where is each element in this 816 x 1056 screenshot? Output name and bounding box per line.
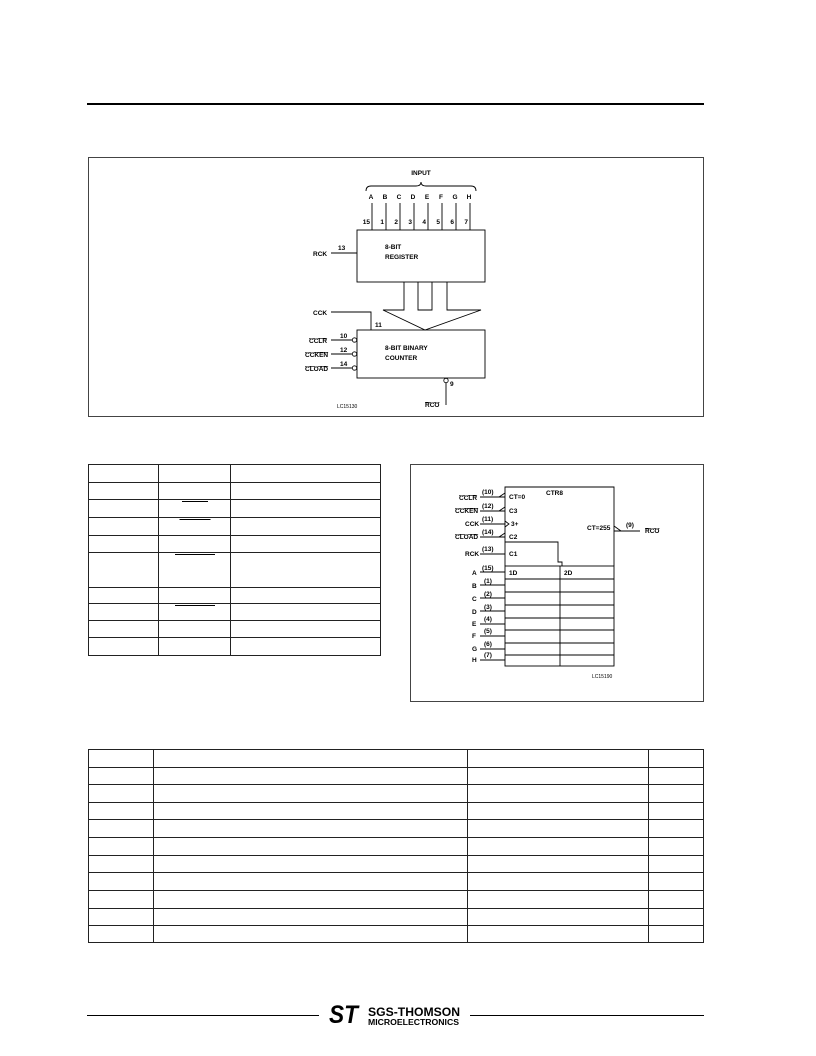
- table-cell: [468, 891, 649, 909]
- pin-letter-f: F: [439, 194, 443, 201]
- table-cell: [468, 926, 649, 943]
- table-cell: [159, 588, 231, 604]
- table-cell: [89, 588, 159, 604]
- table-row: [89, 873, 704, 891]
- table-row: [89, 856, 704, 873]
- table-cell: [468, 820, 649, 838]
- data-pin-g: (6): [484, 641, 492, 648]
- table-cell: [649, 838, 704, 856]
- table-cell: [154, 768, 468, 785]
- pin-number-f: 5: [436, 219, 440, 226]
- control-label-cload: CLOAD: [455, 534, 479, 541]
- rco-label: RCO: [425, 402, 440, 409]
- table-cell: [231, 518, 381, 536]
- table-cell: [231, 500, 381, 518]
- table-cell: [89, 909, 154, 926]
- cclr-pin-number: 10: [340, 333, 348, 340]
- table-row: [89, 536, 381, 553]
- table-cell: [89, 926, 154, 943]
- figure-code: LC15190: [592, 674, 613, 680]
- data-label-b: B: [472, 583, 477, 590]
- pin-letter-c: C: [396, 194, 402, 201]
- table-cell: [231, 588, 381, 604]
- table-cell: [649, 926, 704, 943]
- data-pin-a: (15): [482, 565, 494, 572]
- table-cell: [468, 873, 649, 891]
- table-cell: [649, 750, 704, 768]
- output-pin: (9): [626, 522, 634, 529]
- table-cell: [154, 750, 468, 768]
- overline-mark: [175, 554, 215, 555]
- rco-pin-number: 9: [450, 381, 454, 388]
- table-cell: [154, 785, 468, 803]
- table-cell: [231, 621, 381, 638]
- control-pin-ccken: (12): [482, 503, 494, 510]
- symbol-title: CTR8: [546, 490, 563, 497]
- table-cell: [89, 891, 154, 909]
- footer-rule-right: [470, 1015, 704, 1016]
- table-cell: [89, 873, 154, 891]
- footer-brand: [329, 1001, 460, 1029]
- data-pin-b: (1): [484, 578, 492, 585]
- table-cell: [89, 638, 159, 656]
- table-cell: [649, 785, 704, 803]
- cload-pin-number: 14: [340, 361, 348, 368]
- specs-table: [88, 749, 704, 943]
- table-cell: [89, 803, 154, 820]
- table-row: [89, 926, 704, 943]
- cck-label: CCK: [313, 310, 328, 317]
- control-pin-cclr: (10): [482, 489, 494, 496]
- pin-number-c: 2: [394, 219, 398, 226]
- table-row: [89, 483, 381, 500]
- table-cell: [649, 891, 704, 909]
- register-label-line1: 8-BIT: [385, 244, 402, 251]
- table-row: [89, 785, 704, 803]
- output-label: RCO: [645, 528, 660, 535]
- table-cell: [159, 638, 231, 656]
- input-label: INPUT: [411, 170, 431, 177]
- table-header-row: [89, 750, 704, 768]
- table-cell: [89, 785, 154, 803]
- control-function-cclr: CT=0: [509, 494, 526, 501]
- table-cell: [468, 750, 649, 768]
- pin-letter-d: D: [410, 194, 416, 201]
- rck-pin-number: 13: [338, 245, 346, 252]
- ccken-label: CCKEN: [305, 352, 329, 359]
- table-cell: [649, 803, 704, 820]
- counter-label-line1: 8-BIT BINARY: [385, 345, 428, 352]
- data-pin-f: (5): [484, 628, 492, 635]
- table-cell: [154, 909, 468, 926]
- data-label-c: C: [472, 596, 477, 603]
- overline-mark: [175, 605, 215, 606]
- table-row: [89, 518, 381, 536]
- pin-letter-b: B: [382, 194, 388, 201]
- control-pin-cload: (14): [482, 529, 494, 536]
- rck-label: RCK: [313, 251, 328, 258]
- overline-mark: [182, 501, 208, 502]
- table-cell: [89, 621, 159, 638]
- data-label-g: G: [472, 646, 478, 653]
- counter-label-line2: COUNTER: [385, 355, 418, 362]
- control-function-rck: C1: [509, 551, 518, 558]
- header-rule: [87, 103, 704, 105]
- table-row: [89, 838, 704, 856]
- data-column-1-label: 1D: [509, 570, 518, 577]
- data-label-a: A: [472, 570, 477, 577]
- table-cell: [89, 604, 159, 621]
- cck-pin-number: 11: [375, 322, 382, 329]
- control-function-cload: C2: [509, 534, 518, 541]
- data-pin-d: (3): [484, 604, 492, 611]
- pin-number-e: 4: [422, 219, 426, 226]
- table-cell: [89, 768, 154, 785]
- table-row: [89, 803, 704, 820]
- table-cell: [89, 483, 159, 500]
- control-label-cck: CCK: [465, 521, 480, 528]
- table-cell: [154, 926, 468, 943]
- table-cell: [89, 518, 159, 536]
- block-diagram-frame: [88, 157, 704, 417]
- table-row: [89, 588, 381, 604]
- data-label-e: E: [472, 621, 477, 628]
- pin-table: [88, 464, 381, 656]
- table-cell: [159, 518, 231, 536]
- company-division: MICROELECTRONICS: [368, 1018, 460, 1027]
- table-row: [89, 820, 704, 838]
- control-function-ccken: C3: [509, 508, 518, 515]
- table-cell: [89, 838, 154, 856]
- pin-letter-a: A: [368, 194, 374, 201]
- table-row: [89, 621, 381, 638]
- table-cell: [159, 465, 231, 483]
- table-row: [89, 768, 704, 785]
- ccken-pin-number: 12: [340, 347, 348, 354]
- data-pin-h: (7): [484, 652, 492, 659]
- data-label-f: F: [472, 633, 476, 640]
- table-cell: [468, 856, 649, 873]
- data-label-d: D: [472, 609, 477, 616]
- table-cell: [649, 856, 704, 873]
- register-label-line2: REGISTER: [385, 254, 419, 261]
- table-cell: [231, 536, 381, 553]
- table-row: [89, 604, 381, 621]
- table-cell: [468, 768, 649, 785]
- table-cell: [159, 500, 231, 518]
- table-cell: [89, 465, 159, 483]
- overline-mark: [179, 519, 210, 520]
- cclr-label: CCLR: [309, 338, 328, 345]
- table-row: [89, 500, 381, 518]
- table-cell: [468, 803, 649, 820]
- table-row: [89, 891, 704, 909]
- table-row: [89, 553, 381, 588]
- control-pin-rck: (13): [482, 546, 494, 553]
- figure-code: LC15130: [337, 404, 358, 410]
- pin-number-h: 7: [464, 219, 468, 226]
- pin-number-a: 15: [362, 219, 370, 226]
- pin-number-d: 3: [408, 219, 412, 226]
- data-label-h: H: [472, 657, 477, 664]
- table-cell: [154, 820, 468, 838]
- table-cell: [231, 604, 381, 621]
- data-pin-e: (4): [484, 616, 492, 623]
- table-cell: [154, 873, 468, 891]
- data-column-2-label: 2D: [564, 570, 573, 577]
- control-label-rck: RCK: [465, 551, 480, 558]
- pin-letter-e: E: [424, 194, 430, 201]
- table-cell: [154, 803, 468, 820]
- control-label-ccken: CCKEN: [455, 508, 479, 515]
- table-cell: [231, 483, 381, 500]
- table-row: [89, 638, 381, 656]
- table-cell: [649, 768, 704, 785]
- table-cell: [89, 750, 154, 768]
- logic-symbol-frame: [410, 464, 704, 702]
- footer-rule-left: [87, 1015, 319, 1016]
- table-cell: [159, 621, 231, 638]
- table-cell: [89, 820, 154, 838]
- pin-letter-g: G: [452, 194, 458, 201]
- table-row: [89, 909, 704, 926]
- table-cell: [159, 536, 231, 553]
- table-cell: [154, 838, 468, 856]
- table-cell: [89, 856, 154, 873]
- st-logo: ST: [329, 1001, 361, 1029]
- data-pin-c: (2): [484, 591, 492, 598]
- table-cell: [159, 553, 231, 588]
- table-cell: [468, 909, 649, 926]
- table-cell: [231, 638, 381, 656]
- table-cell: [159, 604, 231, 621]
- pin-number-g: 6: [450, 219, 454, 226]
- table-header-row: [89, 465, 381, 483]
- control-label-cclr: CCLR: [459, 495, 478, 502]
- table-cell: [89, 553, 159, 588]
- pin-number-b: 1: [380, 219, 384, 226]
- table-cell: [159, 483, 231, 500]
- output-function: CT=255: [587, 525, 611, 532]
- table-cell: [89, 500, 159, 518]
- table-cell: [89, 536, 159, 553]
- pin-letter-h: H: [466, 194, 472, 201]
- control-pin-cck: (11): [482, 516, 494, 523]
- table-cell: [649, 909, 704, 926]
- table-cell: [154, 856, 468, 873]
- control-function-cck: 3+: [511, 521, 519, 528]
- table-cell: [231, 553, 381, 588]
- table-cell: [468, 838, 649, 856]
- table-cell: [231, 465, 381, 483]
- cload-label: CLOAD: [305, 366, 329, 373]
- company-name: SGS-THOMSON: [368, 1005, 460, 1019]
- table-cell: [649, 873, 704, 891]
- table-cell: [468, 785, 649, 803]
- table-cell: [154, 891, 468, 909]
- table-cell: [649, 820, 704, 838]
